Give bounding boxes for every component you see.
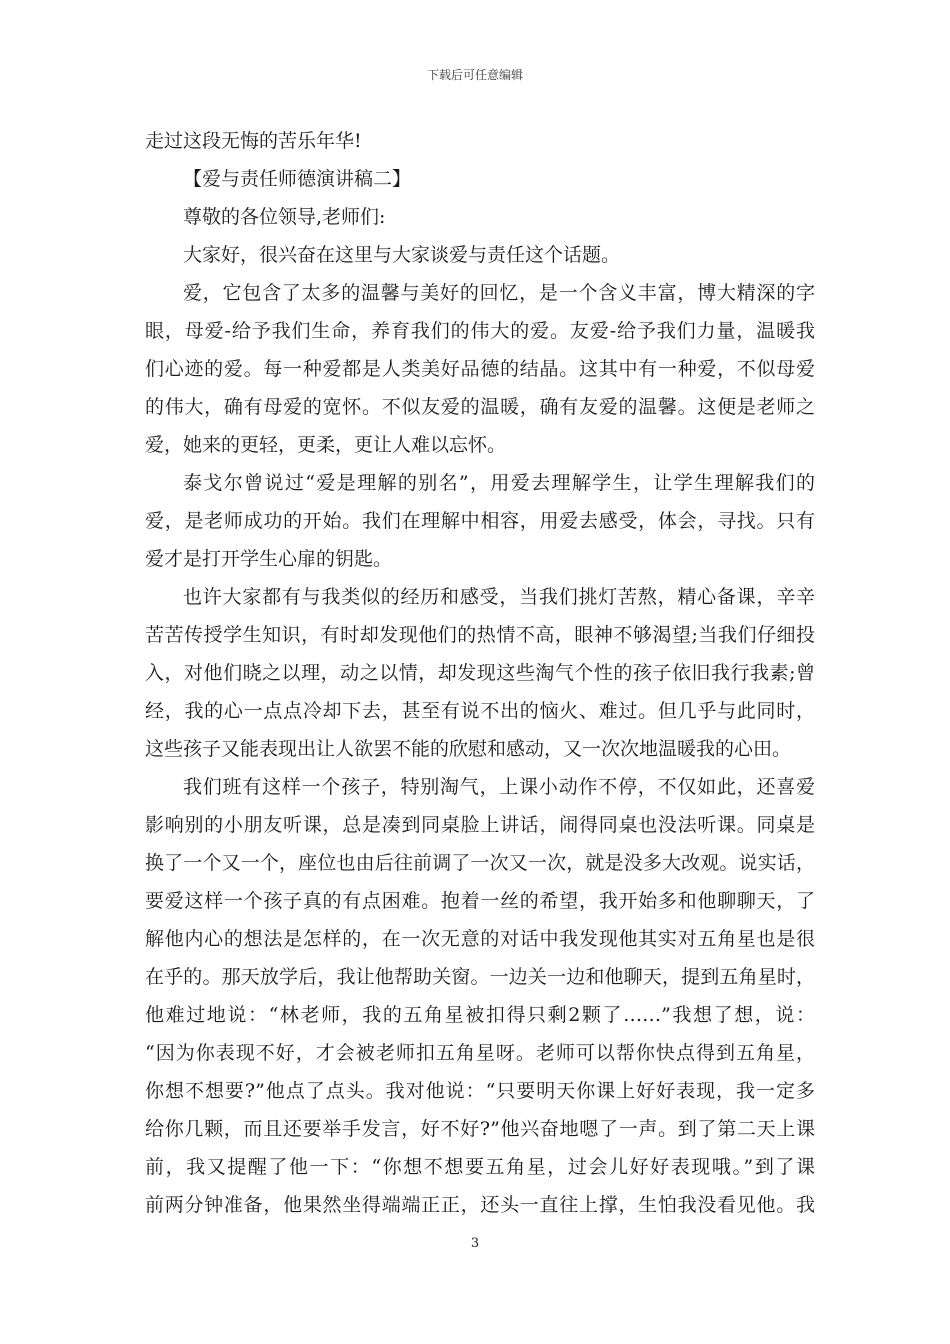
text-line: 爱，她来的更轻，更柔，更让人难以忘怀。: [145, 434, 507, 456]
text-line: 走过这段无悔的苦乐年华!: [145, 130, 362, 152]
text-line: 们心迹的爱。每一种爱都是人类美好品德的结晶。这其中有一种爱，不似母爱: [145, 358, 815, 380]
text-line: 的伟大，确有母爱的宽怀。不似友爱的温暖，确有友爱的温馨。这便是老师之: [145, 396, 815, 418]
document-body: [145, 122, 815, 1224]
text-line: 大家好，很兴奋在这里与大家谈爱与责任这个话题。: [183, 244, 621, 266]
text-line: 在乎的。那天放学后，我让他帮助关窗。一边关一边和他聊天，提到五角星时，: [145, 966, 815, 988]
text-line: 前两分钟准备，他果然坐得端端正正，还头一直往上撑，生怕我没看见他。我: [145, 1194, 815, 1216]
text-line: 爱，是老师成功的开始。我们在理解中相容，用爱去感受，体会，寻找。只有: [145, 510, 815, 532]
text-line: 给你几颗，而且还要举手发言，好不好?”他兴奋地嗯了一声。到了第二天上课: [145, 1118, 815, 1140]
page-number: 3: [470, 1236, 480, 1251]
text-line: 泰戈尔曾说过“爱是理解的别名”，用爱去理解学生，让学生理解我们的: [183, 472, 815, 494]
text-line: 苦苦传授学生知识，有时却发现他们的热情不高，眼神不够渴望;当我们仔细投: [145, 624, 815, 646]
text-line: 爱，它包含了太多的温馨与美好的回忆，是一个含义丰富，博大精深的字: [183, 282, 815, 304]
section-title: 【爱与责任师德演讲稿二】: [183, 168, 412, 190]
text-line: 换了一个又一个，座位也由后往前调了一次又一次，就是没多大改观。说实话，: [145, 852, 815, 874]
text-line: 这些孩子又能表现出让人欲罢不能的欣慰和感动，又一次次地温暖我的心田。: [145, 738, 792, 760]
text-line: 入，对他们晓之以理，动之以情，却发现这些淘气个性的孩子依旧我行我素;曾: [145, 662, 815, 684]
text-line: 前，我又提醒了他一下：“你想不想要五角星，过会儿好好表现哦。”到了课: [145, 1156, 815, 1178]
text-line: 影响别的小朋友听课，总是凑到同桌脸上讲话，闹得同桌也没法听课。同桌是: [145, 814, 815, 836]
text-line: “因为你表现不好，才会被老师扣五角星呀。老师可以帮你快点得到五角星，: [145, 1042, 815, 1064]
salutation: 尊敬的各位领导,老师们:: [183, 206, 386, 228]
text-line: 我们班有这样一个孩子，特别淘气，上课小动作不停，不仅如此，还喜爱: [183, 776, 815, 798]
text-line: 要爱这样一个孩子真的有点困难。抱着一丝的希望，我开始多和他聊聊天，了: [145, 890, 815, 912]
text-line: 也许大家都有与我类似的经历和感受，当我们挑灯苦熬，精心备课，辛辛: [183, 586, 815, 608]
text-line: 解他内心的想法是怎样的，在一次无意的对话中我发现他其实对五角星也是很: [145, 928, 815, 950]
text-line: 眼，母爱-给予我们生命，养育我们的伟大的爱。友爱-给予我们力量，温暖我: [145, 320, 815, 342]
text-line: 你想不想要?”他点了点头。我对他说：“只要明天你课上好好表现，我一定多: [145, 1080, 815, 1102]
text-line: 经，我的心一点点冷却下去，甚至有说不出的恼火、难过。但几乎与此同时，: [145, 700, 815, 722]
page-header: 下载后可任意编辑: [426, 68, 523, 82]
text-line: 爱才是打开学生心扉的钥匙。: [145, 548, 393, 570]
text-line: 他难过地说：“林老师，我的五角星被扣得只剩2颗了……”我想了想，说：: [145, 1004, 815, 1026]
